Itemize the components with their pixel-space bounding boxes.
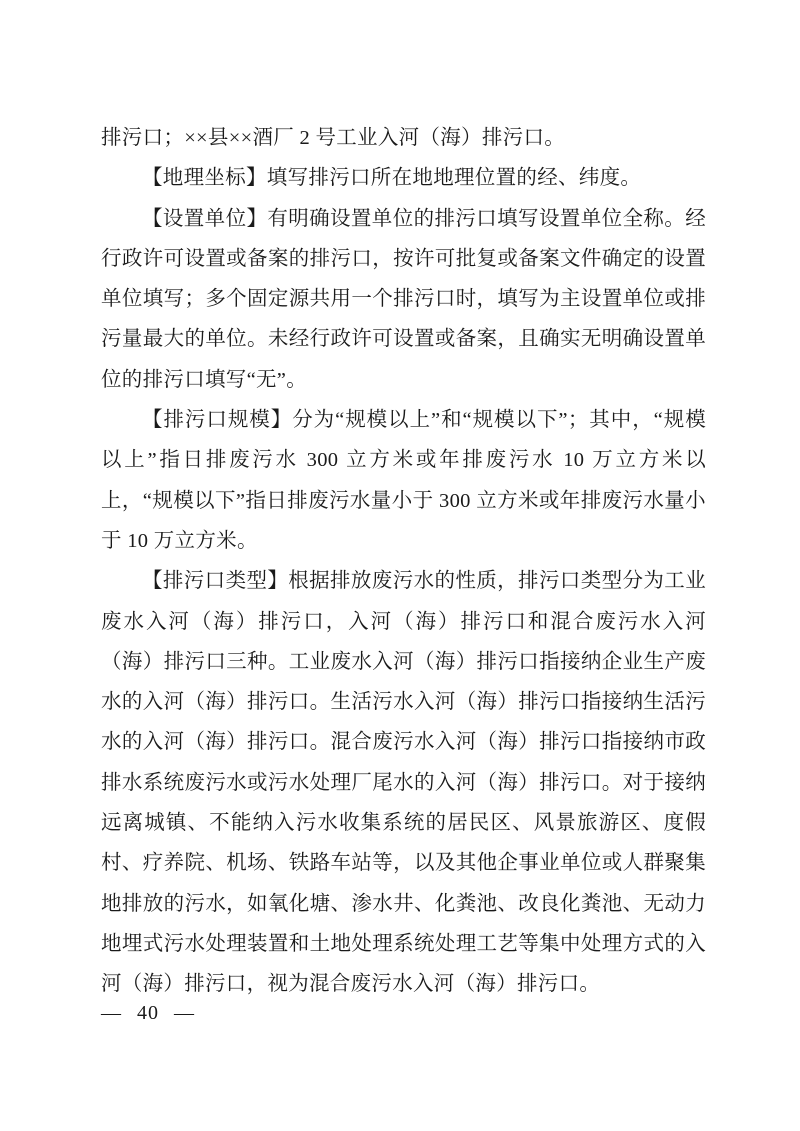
paragraph-outfall-type: 【排污口类型】根据排放废污水的性质，排污口类型分为工业废水入河（海）排污口，入河（海）排污口和混合废污水入河（海）排污口三种。工业废水入河（海）排污口指接纳企业生产废水的入河（海）排污口。生活污水入河（海）排污口指接纳生活污水的入河（海）排污口。混合废污水入河（海）排污口指接纳市政排水系统废污水或污水处理厂尾水的入河（海）排污口。对于接纳远离城镇、不能纳入污水收集系统的居民区、风景旅游区、度假村、疗养院、机场、铁路车站等，以及其他企事业单位或人群聚集地排放的污水，如氧化塘、渗水井、化粪池、改良化粪池、无动力地埋式污水处理装置和土地处理系统处理工艺等集中处理方式的入河（海）排污口，视为混合废污水入河（海）排污口。 — [101, 570, 706, 996]
paragraph-continuation: 排污口；××县××酒厂 2 号工业入河（海）排污口。 — [101, 127, 566, 149]
paragraph-geographic-coordinates: 【地理坐标】填写排污口所在地地理位置的经、纬度。 — [142, 167, 642, 190]
document-body — [101, 118, 706, 1005]
paragraph-setup-unit: 【设置单位】有明确设置单位的排污口填写设置单位全称。经行政许可设置或备案的排污口，按许可批复或备案文件确定的设置单位填写；多个固定源共用一个排污口时，填写为主设置单位或排污量最大的单位。未经行政许可设置或备案，且确实无明确设置单位的排污口填写“无”。 — [101, 207, 706, 391]
page-number: — 40 — — [101, 1002, 195, 1024]
paragraph-outfall-scale: 【排污口规模】分为“规模以上”和“规模以下”；其中，“规模以上”指日排废污水 300 立方米或年排废污水 10 万立方米以上，“规模以下”指日排废污水量小于 300 立方米或年排废污水量小于 10 万立方米。 — [101, 409, 706, 552]
